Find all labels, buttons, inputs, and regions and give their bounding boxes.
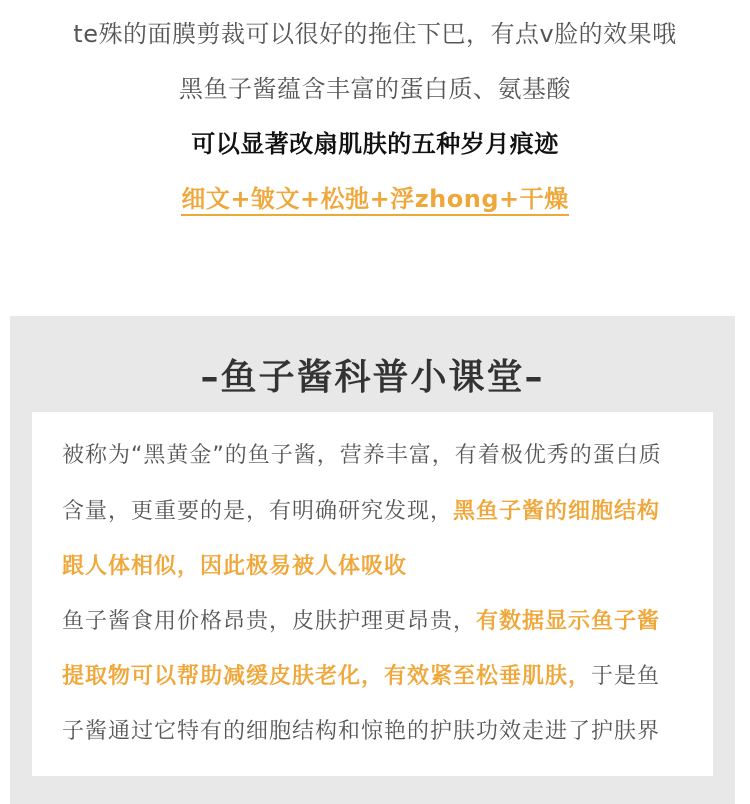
intro-line-2: 黑鱼子酱蕴含丰富的蛋白质、氨基酸: [179, 75, 571, 103]
plain-text: 子酱通过它特有的细胞结构和惊艳的护肤功效走进了护肤界: [62, 719, 661, 744]
highlight-text: 跟人体相似，因此极易被人体吸收: [62, 554, 408, 579]
plain-text: 于是鱼: [591, 664, 661, 689]
underlined-keywords: 细文+皱文+松弛+浮zhong+干燥: [181, 185, 568, 216]
science-panel: [10, 316, 735, 804]
intro-line-1: te殊的面膜剪裁可以很好的拖住下巴，有点v脸的效果哦: [73, 20, 677, 48]
plain-text: 含量，更重要的是，有明确研究发现，: [62, 499, 454, 524]
paragraph-line: [62, 718, 660, 746]
paragraph-line: [62, 608, 660, 636]
content-card: [32, 412, 713, 776]
highlight-text: 黑鱼子酱的细胞结构: [453, 499, 661, 524]
paragraph-line: [62, 498, 660, 526]
plain-text: 被称为“黑黄金”的鱼子酱，营养丰富，有着极优秀的蛋白质: [62, 443, 662, 468]
section-title: –鱼子酱科普小课堂–: [200, 357, 545, 398]
intro-block: [0, 0, 750, 316]
highlight-text: 有数据显示鱼子酱: [476, 609, 661, 634]
paragraph-line: [62, 553, 407, 581]
paragraph-line: [62, 663, 660, 691]
intro-line-4: [0, 184, 750, 214]
paragraph-line: [62, 442, 662, 470]
intro-line-3: 可以显著改扇肌肤的五种岁月痕迹: [191, 130, 559, 158]
highlight-text: 提取物可以帮助减缓皮肤老化，有效紧至松垂肌肤，: [62, 664, 592, 689]
plain-text: 鱼子酱食用价格昂贵，皮肤护理更昂贵，: [62, 609, 477, 634]
